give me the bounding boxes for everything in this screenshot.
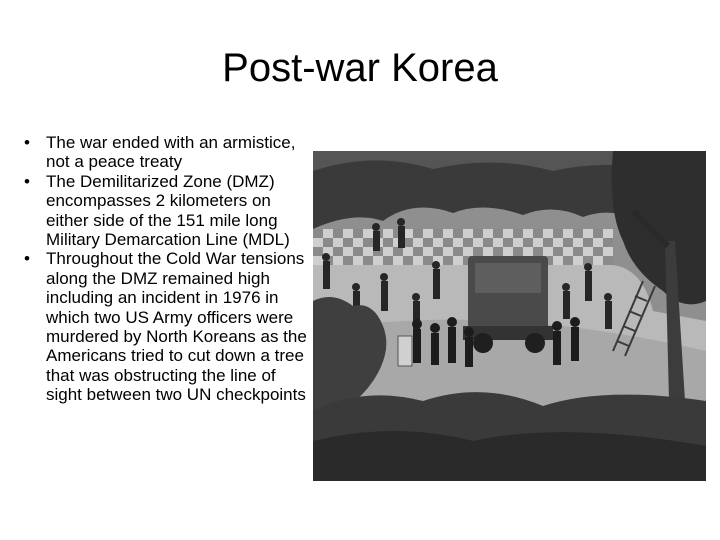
bullet-icon: • <box>24 133 30 152</box>
bullet-text: The war ended with an armistice, not a peace treaty <box>46 133 296 172</box>
bullet-list <box>24 133 316 405</box>
bullet-text: Throughout the Cold War tensions along the DMZ remained high including an incident in 1976 in which two US Army officers were murdered by North Koreans as the Americans tried to cut down a tree that was obstructing the line of sight between two UN checkpoints <box>46 249 307 405</box>
bullet-item <box>24 172 316 250</box>
bullet-item <box>24 249 316 404</box>
photo-illustration <box>313 151 706 481</box>
dmz-incident-photo <box>313 151 706 481</box>
bullet-icon: • <box>24 249 30 269</box>
slide-title: Post-war Korea <box>222 46 498 90</box>
bullet-icon: • <box>24 171 30 191</box>
bullet-item <box>24 133 316 172</box>
bullet-text: The Demilitarized Zone (DMZ) encompasses 2 kilometers on either side of the 151 mile long Military Demarcation Line (MDL) <box>46 171 290 250</box>
